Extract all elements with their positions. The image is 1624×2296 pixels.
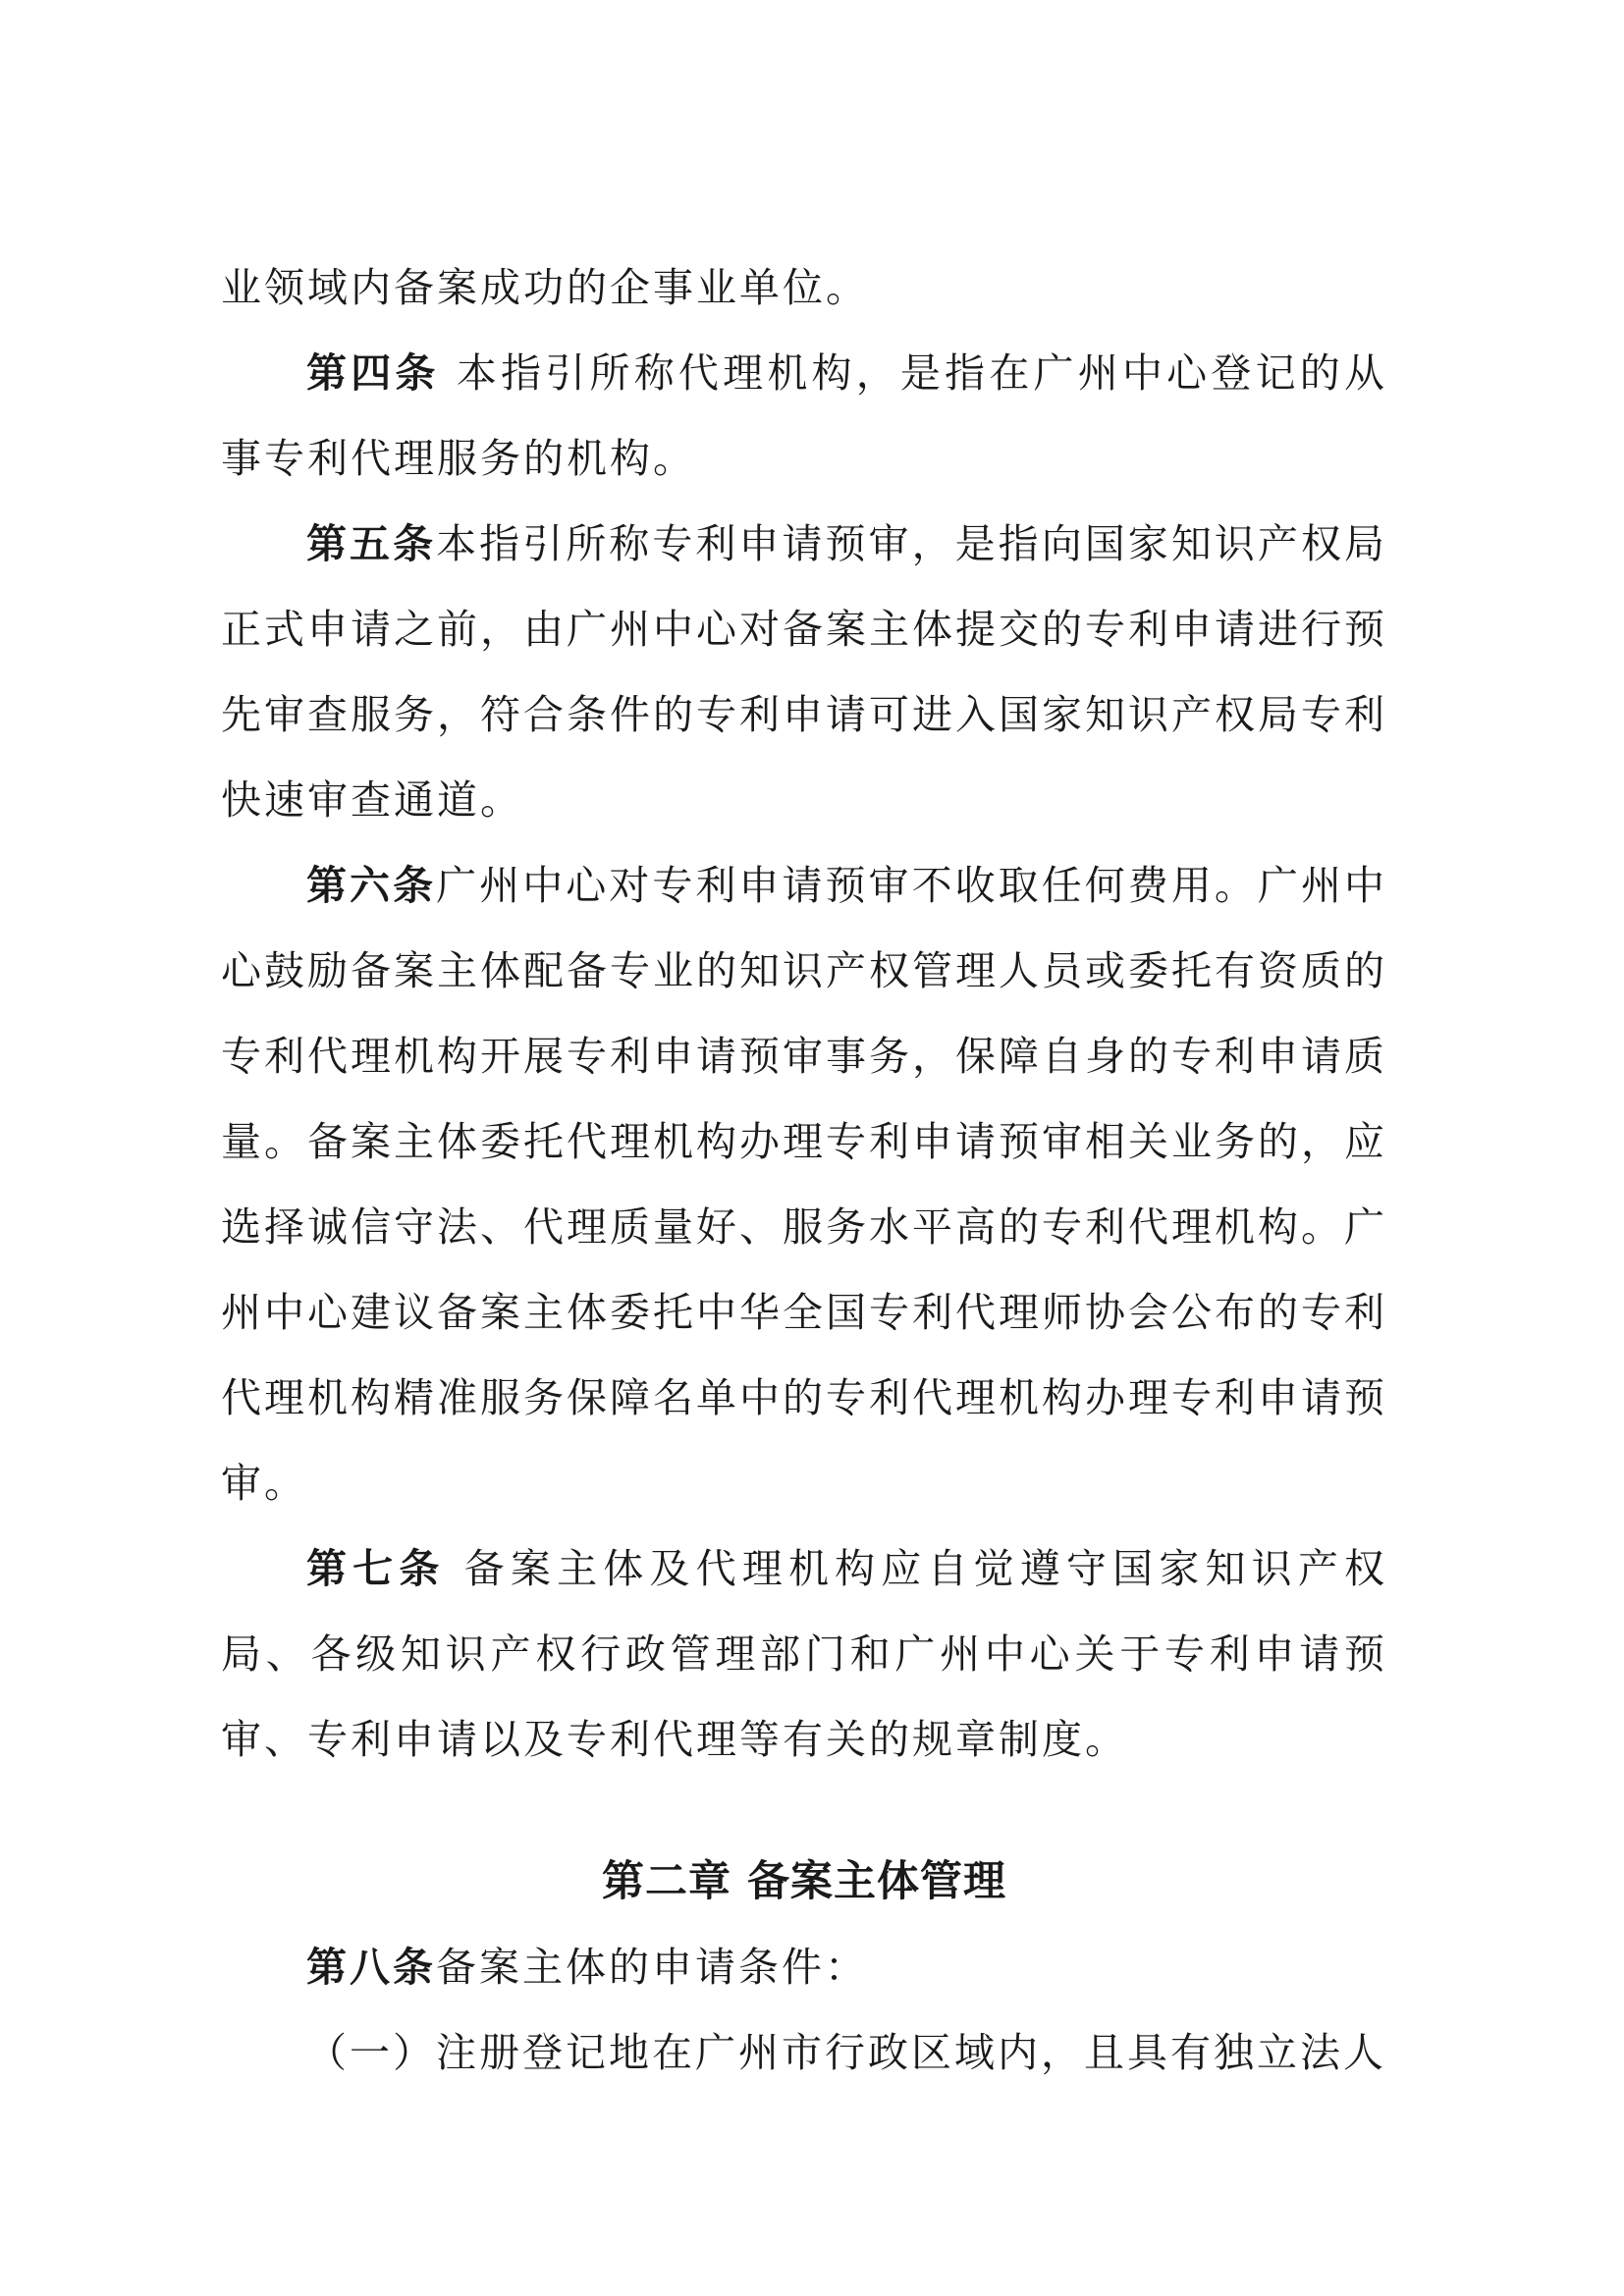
- article-heading: 第六条: [306, 862, 437, 909]
- paragraph-continuation: [221, 245, 1387, 331]
- article-7: [221, 1526, 1387, 1783]
- article-5: [221, 502, 1387, 843]
- article-8-item-1: [221, 2010, 1387, 2096]
- article-4: [221, 331, 1387, 502]
- article-heading: 第四条: [306, 349, 440, 397]
- article-text: 备案主体的申请条件：: [436, 1944, 868, 1991]
- paragraph-text: 业领域内备案成功的企事业单位。: [221, 264, 869, 311]
- article-heading: 第七条: [306, 1545, 446, 1592]
- chapter-title: 第二章 备案主体管理: [602, 1857, 1006, 1906]
- article-heading: 第五条: [306, 520, 437, 567]
- article-text: 本指引所称代理机构，是指在广州中心登记的从事专利代理服务的机构。: [221, 349, 1388, 482]
- article-heading: 第八条: [306, 1944, 436, 1991]
- article-6: [221, 843, 1387, 1526]
- document-body: [221, 245, 1387, 2096]
- list-item-text: （一）注册登记地在广州市行政区域内，且具有独立法人: [306, 2029, 1386, 2076]
- article-text: 备案主体及代理机构应自觉遵守国家知识产权局、各级知识产权行政管理部门和广州中心关于专利申请预审、专利申请以及专利代理等有关的规章制度。: [221, 1545, 1388, 1763]
- article-text: 本指引所称专利申请预审，是指向国家知识产权局正式申请之前，由广州中心对备案主体提交的专利申请进行预先审查服务，符合条件的专利申请可进入国家知识产权局专利快速审查通道。: [221, 520, 1387, 824]
- article-text: 广州中心对专利申请预审不收取任何费用。广州中心鼓励备案主体配备专业的知识产权管理人员或委托有资质的专利代理机构开展专利申请预审事务，保障自身的专利申请质量。备案主体委托代理机构办理专利申请预审相关业务的，应选择诚信守法、代理质量好、服务水平高的专利代理机构。广州中心建议备案主体委托中华全国专利代理师协会公布的专利代理机构精准服务保障名单中的专利代理机构办理专利申请预审。: [221, 862, 1387, 1507]
- article-8: [221, 1925, 1387, 2010]
